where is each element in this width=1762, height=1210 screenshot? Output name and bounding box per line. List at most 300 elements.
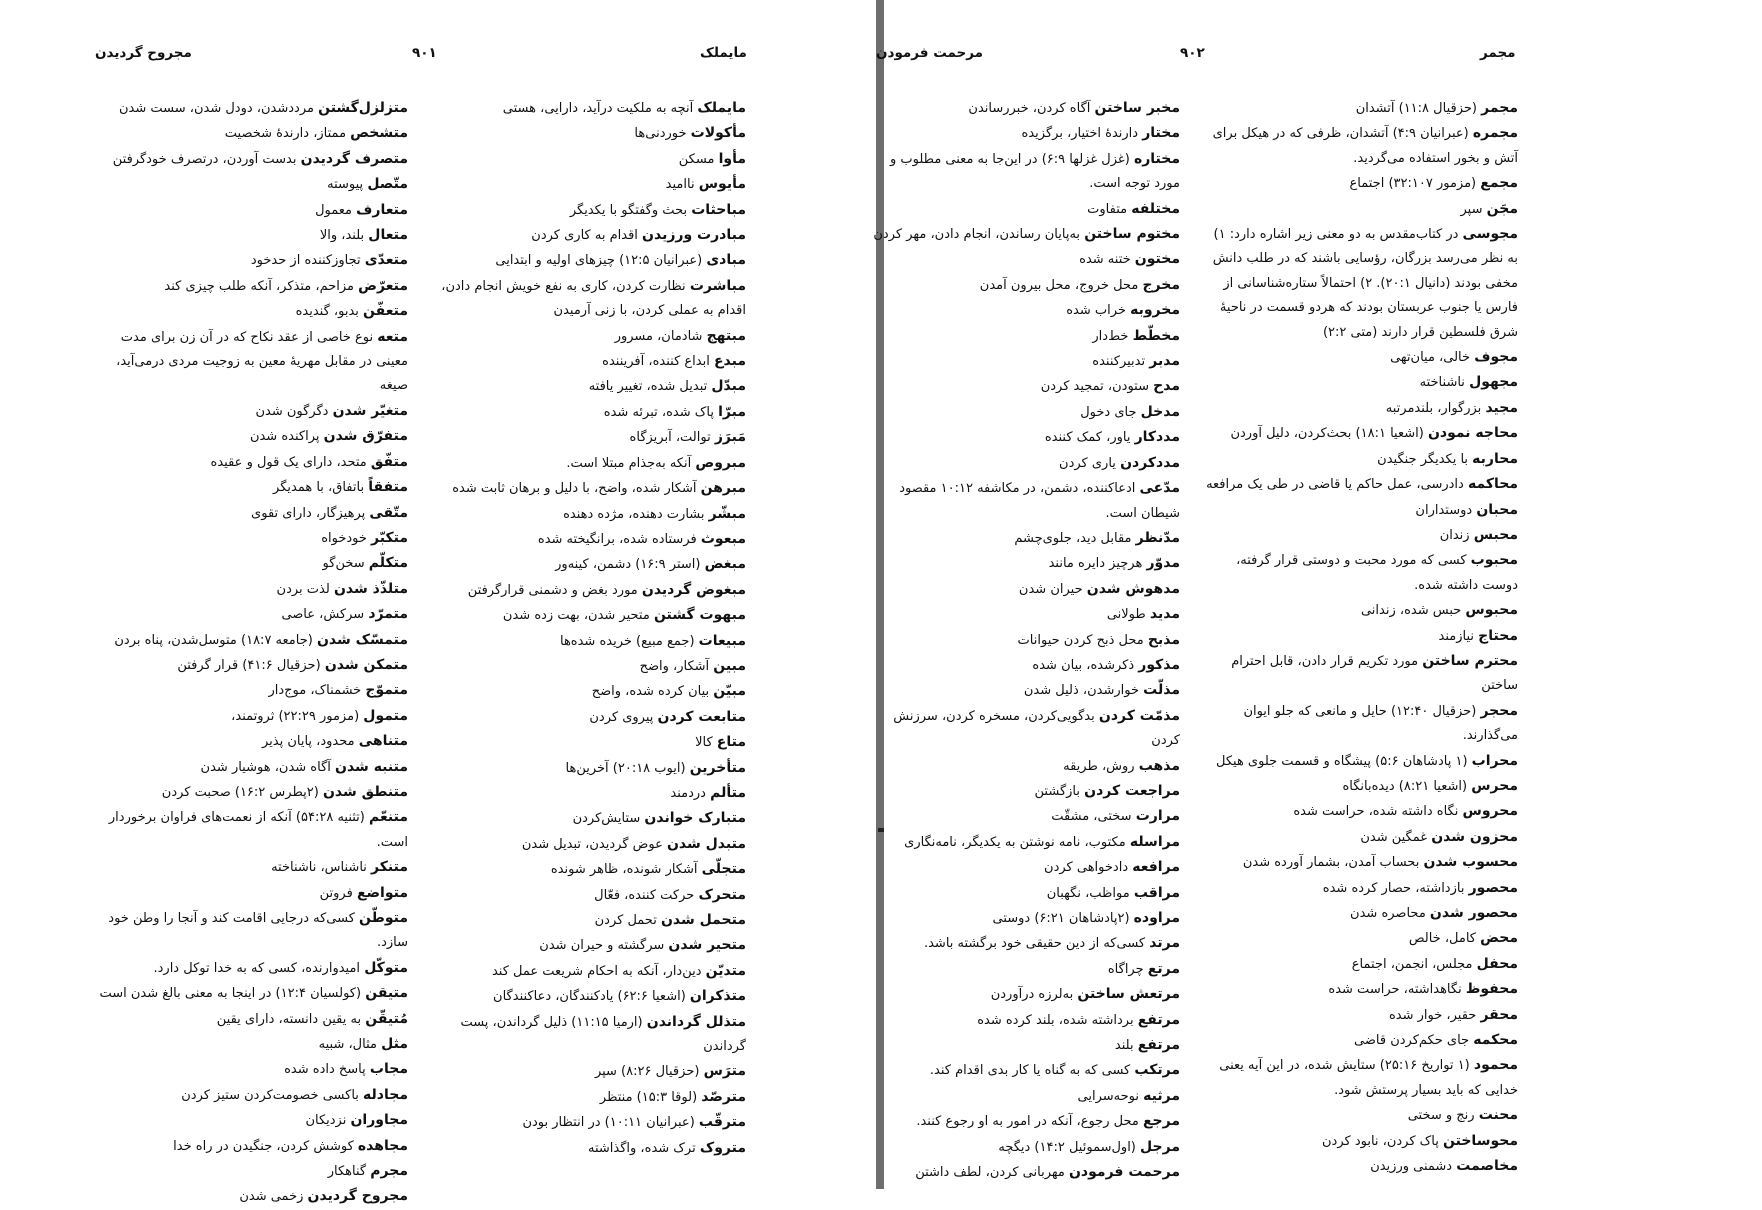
dictionary-entry	[428, 527, 746, 552]
entry-definition: مسکن	[678, 151, 715, 167]
dictionary-entry	[96, 1032, 408, 1057]
entry-definition: کسی که به گناه یا کار بدی اقدام کند.	[929, 1063, 1131, 1079]
entry-definition: سپر	[1460, 201, 1483, 217]
entry-term: مدّعی	[1139, 480, 1180, 497]
entry-term: مختلفه	[1131, 200, 1180, 217]
dictionary-entry	[96, 780, 408, 805]
entry-term: محاربه	[1472, 450, 1518, 467]
dictionary-entry	[96, 729, 408, 754]
dictionary-entry	[428, 654, 746, 679]
dictionary-entry	[428, 806, 746, 831]
entry-definition: مجلس، انجمن، اجتماع	[1351, 956, 1473, 972]
dictionary-entry	[864, 400, 1180, 425]
entry-definition: کالا	[695, 735, 713, 751]
dictionary-entry	[428, 425, 746, 450]
dictionary-entry	[864, 628, 1180, 653]
dictionary-entry	[864, 197, 1180, 222]
entry-term: مراسله	[1129, 833, 1180, 850]
entry-definition: مزاحم، متذکر، آنکه طلب چیزی کند	[164, 278, 355, 294]
entry-term: مرتفع	[1137, 1037, 1180, 1054]
entry-definition: آشکار شونده، ظاهر شونده	[550, 862, 698, 878]
dictionary-entry	[96, 399, 408, 424]
dictionary-entry	[1206, 523, 1518, 548]
dictionary-entry	[864, 704, 1180, 754]
entry-definition: ناشناخته	[1419, 375, 1465, 391]
dictionary-entry	[96, 653, 408, 678]
entry-term: متموّج	[365, 682, 408, 699]
dictionary-entry	[96, 325, 408, 399]
entry-definition: امیدوارنده، کسی که به خدا توکل دارد.	[153, 960, 361, 976]
entry-term: محرس	[1471, 777, 1518, 794]
entry-term: متوطّن	[359, 910, 408, 926]
entry-term: محکمه	[1473, 1032, 1518, 1049]
entry-term: مجاهده	[357, 1137, 408, 1154]
entry-definition: (استر ۱۶:۹) دشمن، کینه‌ور	[555, 557, 701, 573]
dictionary-entry	[1206, 926, 1518, 951]
entry-definition: دارندهٔ اختیار، برگزیده	[1021, 126, 1139, 142]
entry-term: مجمره	[1472, 125, 1518, 142]
entry-term: مبدّل	[711, 378, 746, 395]
dictionary-entry	[864, 602, 1180, 627]
dictionary-entry	[864, 830, 1180, 855]
entry-definition: (۱ پادشاهان ۵:۶) پیشگاه و قسمت جلوی هیکل	[1216, 753, 1468, 769]
entry-term: مراوده	[1133, 910, 1180, 926]
entry-definition: آشکار، واضح	[639, 658, 710, 674]
dictionary-entry	[1206, 774, 1518, 799]
entry-definition: خوردنی‌ها	[634, 126, 687, 142]
entry-term: مأوا	[718, 150, 746, 167]
entry-definition: (عبرانیان ۱۲:۵) چیزهای اولیه و ابتدایی	[495, 253, 703, 269]
dictionary-entry	[96, 855, 408, 880]
dictionary-entry	[428, 679, 746, 704]
entry-term: مذکور	[1138, 656, 1180, 673]
dictionary-entry	[96, 602, 408, 627]
dictionary-entry	[864, 273, 1180, 298]
entry-definition: (۲پادشاهان ۶:۲۱) دوستی	[992, 911, 1130, 926]
entry-definition: فرستاده شده، برانگیخته شده	[537, 531, 697, 547]
entry-term: مخرج	[1142, 276, 1180, 293]
dictionary-entry	[96, 678, 408, 703]
entry-definition: چراگاه	[1107, 961, 1144, 977]
entry-term: متعرّض	[358, 277, 408, 294]
dictionary-entry	[96, 704, 408, 729]
entry-definition: بدست آوردن، درتصرف خودگرفتن	[112, 151, 297, 167]
entry-definition: دشمنی ورزیدن	[1370, 1159, 1453, 1175]
entry-term: مترَس	[703, 1063, 746, 1080]
entry-term: محجر	[1480, 702, 1518, 719]
entry-definition: بدبو، گندیده	[295, 304, 359, 320]
dictionary-entry	[1206, 1129, 1518, 1154]
entry-definition: محل خروج، محل بیرون آمدن	[979, 277, 1139, 293]
dictionary-entry	[96, 1007, 408, 1032]
dictionary-entry	[96, 628, 408, 653]
entry-term: مثل	[381, 1036, 408, 1053]
dictionary-entry	[428, 959, 746, 984]
entry-term: مایملک	[697, 100, 746, 116]
dictionary-entry	[96, 1159, 408, 1184]
dictionary-entry	[428, 476, 746, 501]
entry-definition: (تثنیه ۵۴:۲۸) آنکه از نعمت‌های فراوان برخوردار است.	[108, 810, 408, 850]
dictionary-entry	[864, 1160, 1180, 1185]
left-header-number: ۹۰۱	[412, 45, 437, 61]
entry-term: متواضع	[356, 884, 408, 901]
entry-term: مجهول	[1469, 374, 1518, 391]
entry-definition: آگاه شدن، هوشیار شدن	[200, 759, 331, 775]
right-header-right: مجمر	[1480, 45, 1516, 61]
dictionary-entry	[428, 578, 746, 603]
entry-term: مبرّا	[718, 403, 746, 420]
entry-definition: دگرگون شدن	[255, 403, 329, 419]
dictionary-entry	[96, 501, 408, 526]
entry-definition: ناامید	[665, 177, 695, 193]
entry-definition: خوارشدن، ذلیل شدن	[1023, 683, 1140, 699]
entry-definition: حیران شدن	[1018, 581, 1083, 597]
entry-term: متذلل گرداندن	[646, 1013, 746, 1030]
entry-definition: ممتاز، دارندهٔ شخصیت	[224, 126, 347, 142]
entry-term: متّقی	[369, 504, 408, 521]
dictionary-entry	[1206, 472, 1518, 497]
entry-definition: (حزقیال ۱۱:۸) آتشدان	[1355, 101, 1477, 116]
entry-term: متمکن شدن	[324, 656, 408, 673]
dictionary-entry	[428, 629, 746, 654]
dictionary-entry	[96, 147, 408, 172]
entry-term: محبس	[1473, 526, 1518, 543]
dictionary-entry	[428, 349, 746, 374]
entry-term: مجروح گردیدن	[307, 1188, 408, 1205]
entry-term: مرارت	[1135, 808, 1180, 825]
entry-term: مدوّر	[1146, 555, 1180, 572]
entry-definition: پیروی کردن	[589, 709, 654, 725]
entry-definition: مورد بغض و دشمنی قرارگرفتن	[467, 582, 638, 598]
dictionary-entry	[1206, 699, 1518, 749]
entry-term: مخبر ساختن	[1094, 100, 1180, 116]
entry-term: متلذّذ شدن	[333, 580, 408, 597]
entry-definition: نوحه‌سرایی	[1077, 1088, 1140, 1104]
entry-definition: رنج و سختی	[1407, 1108, 1475, 1124]
entry-definition: مهربانی کردن، لطف داشتن	[915, 1165, 1065, 1181]
entry-definition: بزرگوار، بلندمرتبه	[1385, 400, 1482, 416]
entry-term: متأخرین	[689, 759, 746, 776]
entry-term: مرحمت فرمودن	[1068, 1164, 1180, 1181]
entry-term: مبهوت گشتن	[653, 607, 746, 624]
dictionary-entry	[428, 933, 746, 958]
entry-definition: بحث وگفتگو با یکدیگر	[569, 202, 688, 218]
entry-term: محزون شدن	[1431, 828, 1518, 845]
entry-term: محفوظ	[1465, 981, 1518, 998]
entry-definition: (عبرانیان ۴:۹) آتشدان، ظرفی که در هیکل برای آتش و بخور استفاده می‌گردید.	[1212, 126, 1518, 166]
dictionary-entry	[1206, 1053, 1518, 1103]
entry-term: مرتد	[1149, 935, 1180, 952]
dictionary-entry	[96, 172, 408, 197]
entry-definition: مورد تکریم قرار دادن، قابل احترام ساختن	[1231, 653, 1518, 694]
entry-definition: (لوقا ۱۵:۳) منتظر	[599, 1089, 698, 1105]
dictionary-entry	[96, 956, 408, 981]
dictionary-entry	[1206, 876, 1518, 901]
dictionary-entry	[428, 1136, 746, 1161]
entry-definition: به‌لرزه درآوردن	[990, 987, 1074, 1003]
dictionary-entry	[1206, 421, 1518, 446]
entry-term: مددکار	[1134, 429, 1180, 446]
entry-term: مرتفع	[1137, 1011, 1180, 1028]
entry-term: متمرّد	[368, 606, 408, 623]
entry-definition: اقدام به کاری کردن	[531, 228, 638, 244]
entry-term: محض	[1480, 930, 1518, 947]
entry-term: مختاره	[1133, 150, 1180, 167]
entry-term: مرجع	[1142, 1113, 1180, 1130]
entry-term: مدید	[1149, 606, 1180, 623]
entry-term: مجوسی	[1462, 226, 1518, 243]
dictionary-entry	[428, 756, 746, 781]
entry-term: مجرم	[370, 1163, 408, 1180]
dictionary-entry	[864, 678, 1180, 703]
entry-definition: آگاه کردن، خبررساندن	[968, 101, 1091, 116]
entry-definition: حقیر، خوار شده	[1388, 1007, 1477, 1023]
entry-term: متغیّر شدن	[332, 402, 408, 419]
entry-term: محمود	[1473, 1057, 1518, 1074]
entry-definition: تحمل کردن	[594, 913, 657, 928]
entry-term: متکبّر	[371, 529, 408, 546]
entry-term: مبادرت ورزیدن	[642, 227, 746, 244]
dictionary-entry	[428, 121, 746, 146]
dictionary-entry	[96, 1057, 408, 1082]
entry-definition: دردمند	[670, 785, 706, 801]
entry-definition: مقابل دید، جلوی‌چشم	[1014, 530, 1132, 546]
entry-definition: بلند، والا	[319, 228, 365, 244]
entry-term: مخروبه	[1130, 302, 1180, 319]
left-page	[0, 0, 884, 1205]
entry-definition: زخمی شدن	[239, 1189, 304, 1205]
dictionary-entry	[864, 298, 1180, 323]
dictionary-entry	[428, 172, 746, 197]
dictionary-entry	[1206, 749, 1518, 774]
dictionary-entry	[1206, 548, 1518, 598]
entry-term: محاجه نمودن	[1427, 425, 1518, 442]
entry-definition: توالت، آبریزگاه	[629, 430, 711, 446]
dictionary-entry	[96, 526, 408, 551]
entry-term: مجید	[1485, 399, 1518, 416]
entry-term: متحمل شدن	[660, 912, 746, 928]
entry-term: مبعوث	[700, 530, 746, 547]
left-header-right: مایملک	[700, 45, 747, 61]
entry-term: متعال	[368, 227, 408, 244]
right-page	[873, 0, 1762, 1189]
entry-definition: تدبیرکننده	[1092, 354, 1146, 370]
entry-definition: نوع خاصی از عقد نکاح که در آن زن برای مدت معینی در مقابل مهریهٔ معین به زوجیت مردی درمی‌آید، صیغه	[116, 329, 408, 394]
entry-term: مجَن	[1486, 200, 1518, 217]
entry-definition: (۱ تواریخ ۲۵:۱۶) ستایش شده، در این آیه یعنی خدایی که باید بسیار پرستش شود.	[1219, 1058, 1518, 1098]
dictionary-entry	[428, 1085, 746, 1110]
entry-term: مخاصمت	[1456, 1158, 1518, 1175]
entry-term: مختار	[1142, 125, 1180, 142]
entry-term: مرتکب	[1134, 1062, 1180, 1079]
dictionary-entry	[96, 274, 408, 299]
entry-term: مبادی	[706, 252, 746, 269]
dictionary-entry	[864, 425, 1180, 450]
entry-term: محنت	[1478, 1107, 1518, 1124]
dictionary-entry	[96, 881, 408, 906]
dictionary-entry	[1206, 952, 1518, 977]
entry-term: متشخص	[350, 125, 408, 142]
entry-term: متعدّی	[364, 252, 408, 269]
entry-definition: کسی‌که درجایی اقامت کند و آنجا را وطن خود سازد.	[108, 911, 408, 951]
entry-definition: بدگویی‌کردن، مسخره کردن، سرزنش کردن	[893, 708, 1180, 749]
entry-term: مذبح	[1147, 631, 1180, 648]
dictionary-entry	[1206, 977, 1518, 1002]
entry-term: مدح	[1153, 378, 1180, 395]
entry-term: محتاج	[1478, 627, 1518, 644]
dictionary-entry	[864, 906, 1180, 931]
dictionary-entry	[428, 502, 746, 527]
dictionary-entry	[428, 451, 746, 476]
entry-definition: (جمع مبیع) خریده شده‌ها	[559, 633, 695, 649]
dictionary-entry	[96, 248, 408, 273]
entry-term: مذمّت کردن	[1098, 707, 1180, 724]
entry-term: متحرک	[698, 886, 746, 903]
entry-definition: آشکار شده، واضح، با دلیل و برهان ثابت شده	[452, 481, 697, 497]
entry-definition: محل ذبح کردن حیوانات	[1017, 632, 1144, 648]
entry-definition: مردد‌شدن، دودل شدن، سست شدن	[118, 101, 314, 116]
entry-definition: ستودن، تمجید کردن	[1040, 379, 1149, 395]
entry-term: مراقب	[1133, 884, 1180, 901]
left-header-left: مجروح گردیدن	[95, 45, 192, 61]
dictionary-entry	[1206, 1103, 1518, 1128]
dictionary-entry	[96, 223, 408, 248]
dictionary-entry	[428, 832, 746, 857]
entry-definition: خراب شده	[1066, 303, 1126, 319]
entry-definition: خط‌دار	[1092, 328, 1129, 344]
entry-term: متفقاً	[368, 479, 408, 496]
entry-term: مدهوش شدن	[1086, 580, 1180, 597]
entry-definition: پرهیزگار، دارای تقوی	[251, 505, 366, 521]
entry-definition: (اشعیا ۶۲:۶) یادکنندگان، دعاکنندگان	[493, 989, 686, 1005]
dictionary-entry	[864, 324, 1180, 349]
dictionary-entry	[96, 906, 408, 956]
entry-definition: متحد، دارای یک قول و عقیده	[210, 454, 367, 470]
entry-term: متنعّم	[369, 809, 408, 826]
entry-definition: پاسخ داده شده	[284, 1062, 366, 1078]
dictionary-entry	[96, 1083, 408, 1108]
entry-definition: بشارت دهنده، مژده دهنده	[563, 506, 705, 522]
entry-term: محراب	[1471, 752, 1518, 769]
entry-term: مختوم ساختن	[1084, 226, 1180, 243]
entry-definition: (ایوب ۲۰:۱۸) آخرین‌ها	[565, 760, 686, 776]
entry-definition: معمول	[315, 202, 352, 218]
entry-term: مباشرت	[689, 277, 746, 294]
dictionary-entry	[864, 1008, 1180, 1033]
entry-definition: فروتن	[319, 885, 353, 901]
dictionary-entry	[1206, 171, 1518, 196]
entry-term: مجمع	[1480, 175, 1518, 192]
dictionary-entry	[1206, 598, 1518, 623]
entry-term: محترم ساختن	[1422, 652, 1518, 669]
entry-definition: (حزقیال ۴۱:۶) قرار گرفتن	[177, 657, 321, 673]
entry-term: مبغوض گردیدن	[641, 581, 746, 598]
right-header-number: ۹۰۲	[1180, 45, 1205, 61]
right-header-left: مرحمت فرمودن	[876, 45, 984, 61]
entry-definition: (غزل غزلها ۶:۹) در این‌جا به معنی مطلوب و مورد توجه است.	[889, 151, 1180, 192]
dictionary-entry	[864, 476, 1180, 526]
entry-definition: خالی، میان‌تهی	[1390, 350, 1471, 366]
entry-definition: (۲پطرس ۱۶:۲) صحبت کردن	[161, 784, 319, 800]
dictionary-entry	[428, 400, 746, 425]
entry-term: محاکمه	[1467, 476, 1518, 493]
entry-definition: نیازمند	[1438, 628, 1475, 644]
dictionary-entry	[428, 274, 746, 324]
entry-definition: روش، طریقه	[1063, 758, 1135, 774]
entry-definition: ناشناس، ناشناخته	[271, 860, 367, 876]
dictionary-entry	[864, 653, 1180, 678]
dictionary-entry	[96, 755, 408, 780]
entry-term: مبیعات	[698, 632, 746, 649]
entry-definition: دادخواهی کردن	[1044, 860, 1129, 876]
entry-definition: شادمان، مسرور	[614, 328, 703, 344]
entry-term: متبارک خواندن	[644, 810, 746, 827]
dictionary-entry	[428, 730, 746, 755]
entry-definition: عوض گردیدن، تبدیل شدن	[521, 836, 663, 852]
entry-term: محبان	[1476, 501, 1518, 518]
entry-term: مجمر	[1481, 100, 1518, 116]
entry-term: مرتع	[1147, 960, 1180, 977]
entry-term: متعفّن	[363, 303, 408, 320]
entry-term: مدخل	[1140, 403, 1180, 420]
entry-term: مدبر	[1149, 353, 1180, 370]
dictionary-entry	[864, 551, 1180, 576]
entry-definition: بحساب آمدن، بشمار آورده شدن	[1242, 855, 1420, 871]
entry-definition: نظارت کردن، کاری به نفع خویش انجام دادن، اقدام به عملی کردن، با زنی آرمیدن	[441, 278, 746, 319]
dictionary-entry	[1206, 96, 1518, 121]
entry-definition: پراکنده شدن	[249, 429, 320, 445]
entry-definition: کسی که مورد محبت و دوستی قرار گرفته، دوست داشته شده.	[1236, 553, 1518, 593]
dictionary-entry	[1206, 624, 1518, 649]
dictionary-entry	[1206, 447, 1518, 472]
entry-definition: مواظب، نگهبان	[1046, 885, 1130, 901]
entry-term: متمول	[363, 707, 408, 724]
entry-term: محفل	[1476, 955, 1518, 972]
entry-definition: (حزقیال ۱۲:۴۰) حایل و مانعی که جلو ایوان می‌گذارند.	[1243, 703, 1518, 744]
entry-definition: سرگشته و حیران شدن	[539, 938, 665, 954]
entry-term: مخطّط	[1132, 327, 1180, 344]
entry-term: مبیّن	[713, 683, 746, 700]
dictionary-entry	[428, 198, 746, 223]
dictionary-entry	[864, 1109, 1180, 1134]
entry-definition: محل رجوع، آنکه در امور به او رجوع کنند.	[916, 1114, 1139, 1130]
entry-term: مأکولات	[690, 125, 746, 142]
entry-definition: (حزقیال ۸:۲۶) سپر	[594, 1064, 700, 1080]
dictionary-entry	[96, 1108, 408, 1133]
dictionary-entry	[428, 1059, 746, 1084]
dictionary-entry	[96, 299, 408, 324]
entry-term: مأیوس	[698, 176, 746, 193]
entry-term: متعارف	[356, 201, 408, 218]
dictionary-entry	[428, 705, 746, 730]
entry-term: محروس	[1462, 803, 1518, 820]
entry-term: محصور شدن	[1429, 905, 1518, 921]
dictionary-entry	[864, 957, 1180, 982]
dictionary-entry	[96, 805, 408, 855]
entry-definition: نگاهداشته، حراست شده	[1328, 982, 1462, 998]
entry-definition: (اشعیا ۸:۲۱) دیده‌بانگاه	[1342, 778, 1468, 794]
entry-term: متحیر شدن	[668, 937, 746, 954]
entry-term: متاع	[716, 734, 746, 751]
dictionary-entry	[1206, 1003, 1518, 1028]
entry-definition: ترک شده، واگذاشته	[588, 1140, 696, 1156]
entry-definition: برداشته شده، بلند کرده شده	[977, 1012, 1134, 1028]
left-page-column-left	[96, 96, 408, 1210]
dictionary-entry	[428, 984, 746, 1009]
dictionary-entry	[864, 1058, 1180, 1083]
dictionary-entry	[1206, 799, 1518, 824]
dictionary-entry	[428, 324, 746, 349]
